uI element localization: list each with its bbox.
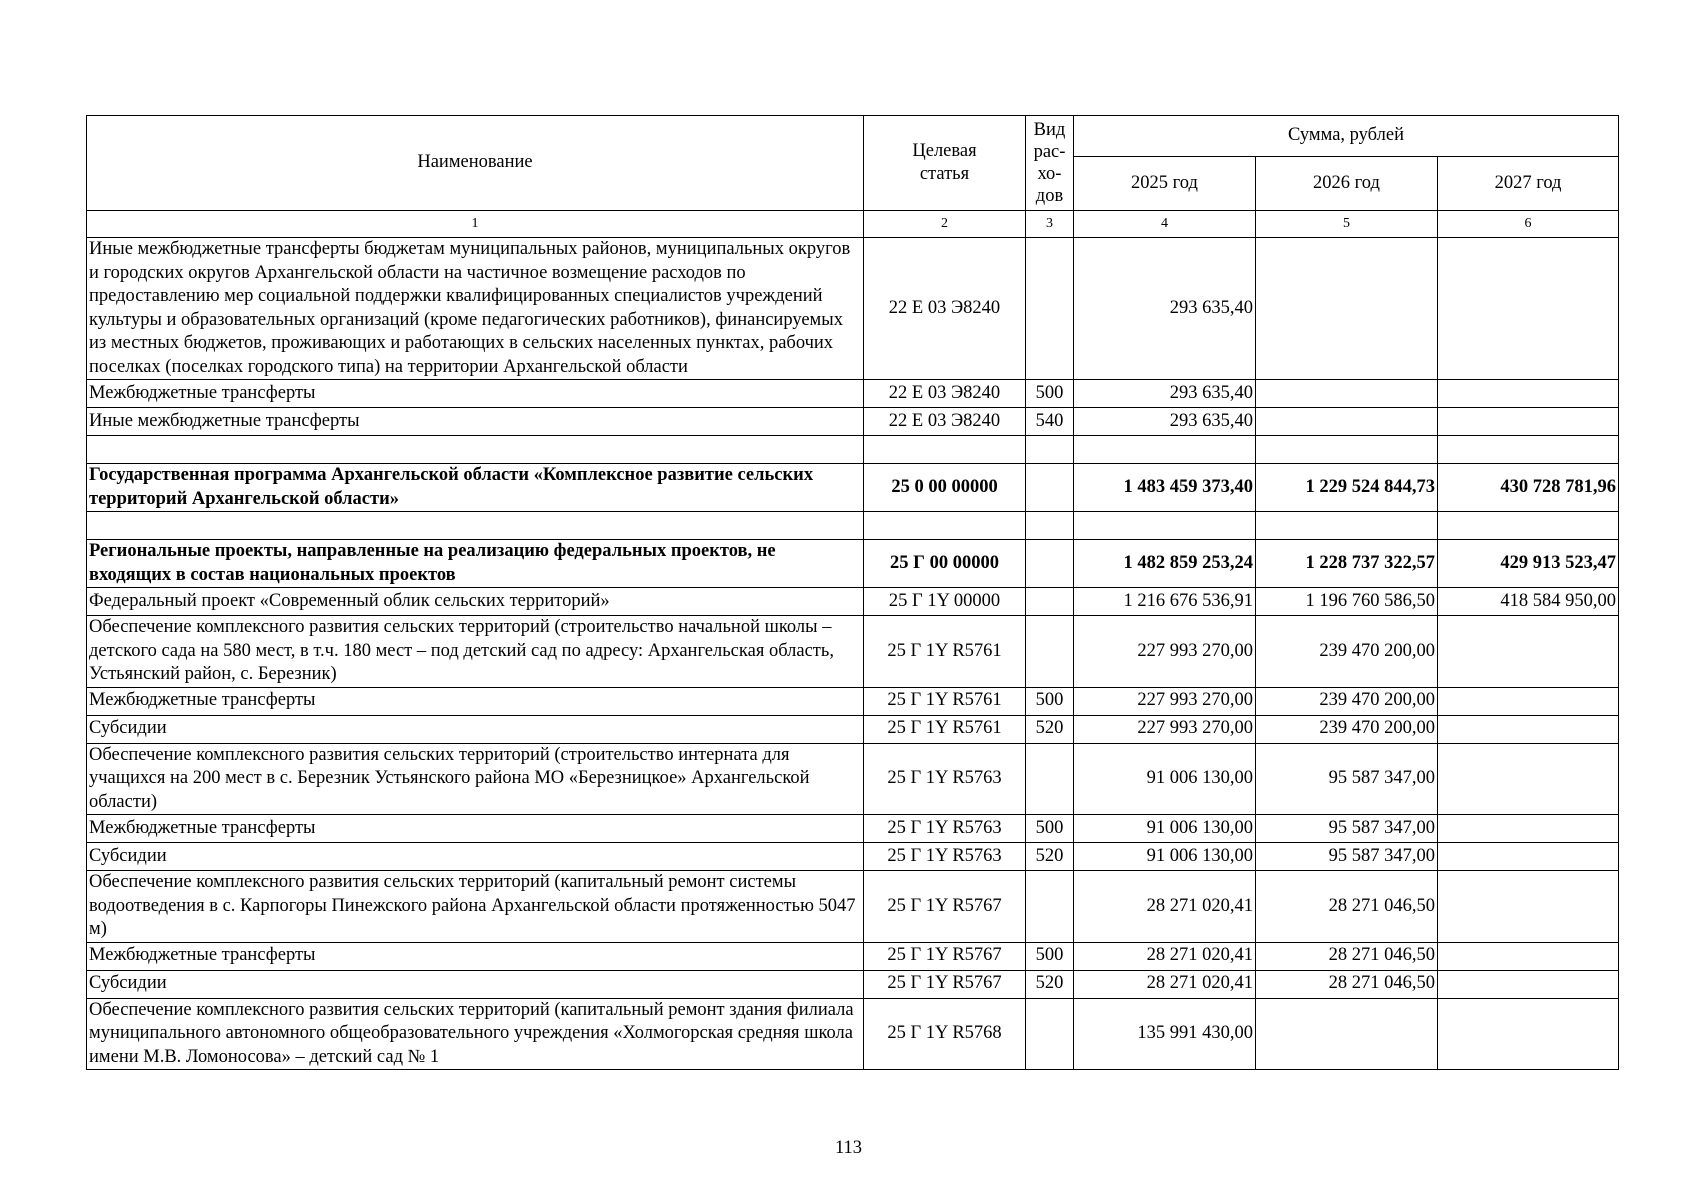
row-amount-2026: 1 228 737 322,57 [1256,540,1438,588]
header-expense-type-line: хо- [1037,164,1062,184]
row-amount-2027 [1438,380,1619,408]
row-expense-type: 520 [1026,843,1074,871]
table-row [87,843,1619,871]
table-row [87,743,1619,815]
row-name: Обеспечение комплексного развития сельских территорий (капитальный ремонт здания филиала муниципального автономного общеобразовательного учреждения «Холмогорская средняя школа имени М.В. Ломоносова» – детский сад № 1 [87,998,864,1070]
row-amount-2025 [1074,436,1256,464]
row-expense-type [1026,436,1074,464]
table-row [87,588,1619,616]
row-name [87,436,864,464]
row-expense-type [1026,871,1074,943]
table-row [87,715,1619,743]
row-amount-2025: 227 993 270,00 [1074,715,1256,743]
row-amount-2025: 91 006 130,00 [1074,843,1256,871]
row-amount-2025: 1 483 459 373,40 [1074,464,1256,512]
row-name [87,512,864,540]
row-name: Иные межбюджетные трансферты [87,408,864,436]
column-number-row [87,211,1619,238]
row-expense-type [1026,616,1074,688]
table-row-program [87,464,1619,512]
row-amount-2027 [1438,616,1619,688]
table-row [87,238,1619,380]
row-code: 25 Г 1Y R5763 [864,843,1026,871]
row-amount-2025: 1 482 859 253,24 [1074,540,1256,588]
row-amount-2027 [1438,743,1619,815]
row-amount-2026 [1256,998,1438,1070]
row-expense-type [1026,998,1074,1070]
row-amount-2027: 429 913 523,47 [1438,540,1619,588]
row-code [864,436,1026,464]
row-code: 25 Г 1Y R5767 [864,970,1026,998]
row-expense-type: 500 [1026,815,1074,843]
row-amount-2026 [1256,512,1438,540]
row-code: 25 Г 1Y R5763 [864,743,1026,815]
header-target-article: Целевая статья [864,116,1026,211]
row-amount-2025: 227 993 270,00 [1074,687,1256,715]
row-amount-2027 [1438,687,1619,715]
row-name: Обеспечение комплексного развития сельских территорий (строительство начальной школы – детского сада на 580 мест, в т.ч. 180 мест – под детский сад по адресу: Архангельская область, Устьянский район, с. Березник) [87,616,864,688]
table-row-empty [87,512,1619,540]
row-amount-2027: 418 584 950,00 [1438,588,1619,616]
row-name: Субсидии [87,715,864,743]
row-expense-type: 540 [1026,408,1074,436]
row-amount-2026: 28 271 046,50 [1256,970,1438,998]
row-expense-type: 500 [1026,942,1074,970]
row-code: 22 Е 03 Э8240 [864,380,1026,408]
row-expense-type: 500 [1026,380,1074,408]
row-expense-type [1026,238,1074,380]
row-amount-2027 [1438,970,1619,998]
column-number: 2 [864,211,1026,238]
header-year-2027: 2027 год [1438,157,1619,211]
row-amount-2026: 95 587 347,00 [1256,843,1438,871]
row-amount-2026 [1256,238,1438,380]
row-code: 25 Г 1Y R5767 [864,871,1026,943]
row-code: 22 Е 03 Э8240 [864,408,1026,436]
row-amount-2027 [1438,238,1619,380]
header-expense-type-line: рас- [1033,142,1066,162]
row-amount-2027 [1438,436,1619,464]
header-expense-type-line: Вид [1033,120,1066,140]
column-number: 3 [1026,211,1074,238]
header-expense-type-line: дов [1035,186,1064,206]
row-code [864,512,1026,540]
row-name: Федеральный проект «Современный облик сельских территорий» [87,588,864,616]
table-row [87,815,1619,843]
table-row [87,687,1619,715]
row-name: Субсидии [87,970,864,998]
row-name: Межбюджетные трансферты [87,380,864,408]
row-amount-2026: 239 470 200,00 [1256,715,1438,743]
budget-table [86,115,1619,1070]
row-name: Региональные проекты, направленные на реализацию федеральных проектов, не входящих в состав национальных проектов [87,540,864,588]
row-expense-type: 500 [1026,687,1074,715]
row-amount-2027 [1438,843,1619,871]
row-expense-type: 520 [1026,970,1074,998]
row-amount-2027 [1438,815,1619,843]
table-row [87,970,1619,998]
row-name: Субсидии [87,843,864,871]
row-name: Обеспечение комплексного развития сельских территорий (строительство интерната для учащихся на 200 мест в с. Березник Устьянского района МО «Березницкое» Архангельской области) [87,743,864,815]
row-expense-type [1026,540,1074,588]
header-year-2025: 2025 год [1074,157,1256,211]
header-year-2026: 2026 год [1256,157,1438,211]
row-amount-2025: 28 271 020,41 [1074,871,1256,943]
row-amount-2026: 1 196 760 586,50 [1256,588,1438,616]
table-row [87,942,1619,970]
row-name: Межбюджетные трансферты [87,815,864,843]
row-amount-2025: 227 993 270,00 [1074,616,1256,688]
row-code: 25 Г 00 00000 [864,540,1026,588]
row-amount-2025 [1074,512,1256,540]
row-amount-2025: 293 635,40 [1074,380,1256,408]
row-amount-2027 [1438,715,1619,743]
row-expense-type: 520 [1026,715,1074,743]
row-amount-2025: 91 006 130,00 [1074,743,1256,815]
table-row [87,616,1619,688]
column-number: 6 [1438,211,1619,238]
row-amount-2025: 293 635,40 [1074,238,1256,380]
row-amount-2026: 95 587 347,00 [1256,815,1438,843]
row-code: 25 Г 1Y 00000 [864,588,1026,616]
table-row [87,998,1619,1070]
row-code: 25 Г 1Y R5767 [864,942,1026,970]
header-sum: Сумма, рублей [1074,116,1619,157]
row-amount-2026: 28 271 046,50 [1256,871,1438,943]
page-number: 113 [834,1138,863,1158]
row-amount-2027 [1438,512,1619,540]
row-amount-2027 [1438,942,1619,970]
row-code: 25 Г 1Y R5761 [864,687,1026,715]
table-row [87,408,1619,436]
row-amount-2027 [1438,998,1619,1070]
row-name: Обеспечение комплексного развития сельских территорий (капитальный ремонт системы водоотведения в с. Карпогоры Пинежского района Архангельской области протяженностью 5047 м) [87,871,864,943]
header-name: Наименование [87,116,864,211]
row-code: 22 Е 03 Э8240 [864,238,1026,380]
column-number: 5 [1256,211,1438,238]
row-code: 25 Г 1Y R5761 [864,616,1026,688]
row-code: 25 0 00 00000 [864,464,1026,512]
row-amount-2026 [1256,380,1438,408]
row-code: 25 Г 1Y R5763 [864,815,1026,843]
row-amount-2026 [1256,436,1438,464]
row-amount-2027 [1438,408,1619,436]
row-amount-2025: 135 991 430,00 [1074,998,1256,1070]
row-name: Иные межбюджетные трансферты бюджетам муниципальных районов, муниципальных округов и городских округов Архангельской области на частичное возмещение расходов по предоставлению мер социальной поддержки квалифицированных специалистов учреждений культуры и образовательных организаций (кроме педагогических работников), финансируемых из местных бюджетов, проживающих и работающих в сельских населенных пунктах, рабочих поселках (поселках городского типа) на территории Архангельской области [87,238,864,380]
table-row-regional-projects [87,540,1619,588]
row-expense-type [1026,743,1074,815]
row-code: 25 Г 1Y R5761 [864,715,1026,743]
row-amount-2027 [1438,871,1619,943]
row-name: Государственная программа Архангельской области «Комплексное развитие сельских территорий Архангельской области» [87,464,864,512]
row-name: Межбюджетные трансферты [87,687,864,715]
column-number: 4 [1074,211,1256,238]
row-code: 25 Г 1Y R5768 [864,998,1026,1070]
row-amount-2026: 239 470 200,00 [1256,616,1438,688]
row-amount-2025: 28 271 020,41 [1074,942,1256,970]
table-row [87,380,1619,408]
row-amount-2025: 1 216 676 536,91 [1074,588,1256,616]
row-amount-2025: 28 271 020,41 [1074,970,1256,998]
row-amount-2027: 430 728 781,96 [1438,464,1619,512]
row-amount-2026: 28 271 046,50 [1256,942,1438,970]
row-amount-2025: 293 635,40 [1074,408,1256,436]
row-amount-2025: 91 006 130,00 [1074,815,1256,843]
table-row [87,871,1619,943]
row-amount-2026: 239 470 200,00 [1256,687,1438,715]
column-number: 1 [87,211,864,238]
row-expense-type [1026,512,1074,540]
table-row-empty [87,436,1619,464]
header-expense-type [1026,116,1074,211]
row-expense-type [1026,588,1074,616]
row-amount-2026: 1 229 524 844,73 [1256,464,1438,512]
row-name: Межбюджетные трансферты [87,942,864,970]
row-expense-type [1026,464,1074,512]
row-amount-2026 [1256,408,1438,436]
row-amount-2026: 95 587 347,00 [1256,743,1438,815]
